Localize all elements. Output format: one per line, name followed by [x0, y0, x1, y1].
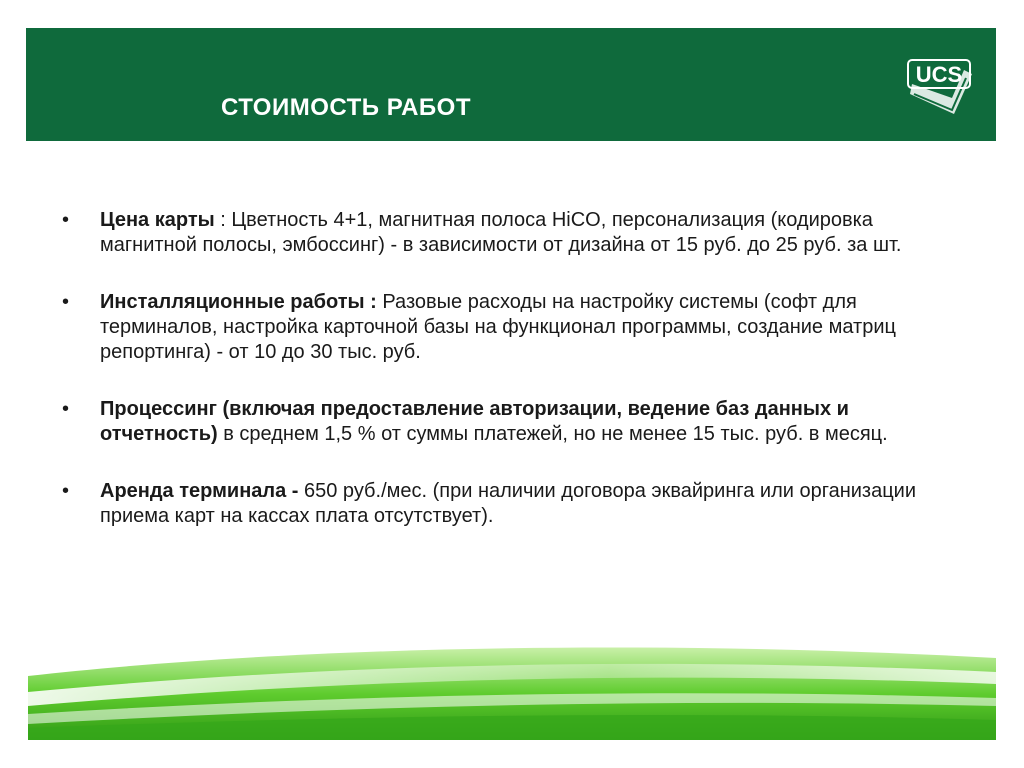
- list-item: [58, 208, 968, 258]
- item-text: 650 руб./мес. (при наличии договора эквайринга или организации приема карт на кассах плата отсутствует).: [100, 480, 917, 527]
- title-banner: [26, 28, 996, 141]
- bullet-icon: •: [62, 398, 70, 420]
- slide-title: СТОИМОСТЬ РАБОТ: [221, 94, 471, 121]
- item-text: Разовые расходы на настройку системы (софт для терминалов, настройка карточной базы на функционал программы, создание матриц репортинга) - от 10 до 30 тыс. руб.: [100, 291, 896, 363]
- logo-text: UCS: [915, 62, 963, 87]
- item-label: Аренда терминала -: [100, 480, 299, 502]
- list-item: [58, 290, 968, 365]
- item-text: в среднем 1,5 % от суммы платежей, но не менее 15 тыс. руб. в месяц.: [217, 423, 888, 445]
- bullet-icon: •: [62, 480, 70, 502]
- list-item: [58, 397, 968, 447]
- bullet-icon: •: [62, 291, 70, 313]
- ucs-logo-icon: [904, 54, 974, 116]
- item-label: Инсталляционные работы :: [100, 291, 377, 313]
- item-label: Процессинг (включая предоставление авторизации, ведение баз данных и отчетность): [100, 398, 849, 445]
- bullet-icon: •: [62, 209, 70, 231]
- item-label: Цена карты: [100, 209, 215, 231]
- wave-graphic: [28, 628, 996, 740]
- item-text: : Цветность 4+1, магнитная полоса HiCO, персонализация (кодировка магнитной полосы, эмбоссинг) - в зависимости от дизайна от 15 руб. до 25 руб. за шт.: [100, 209, 902, 256]
- footer-wave-decoration: [28, 628, 996, 740]
- list-item: [58, 479, 968, 529]
- bullet-list: [58, 208, 968, 561]
